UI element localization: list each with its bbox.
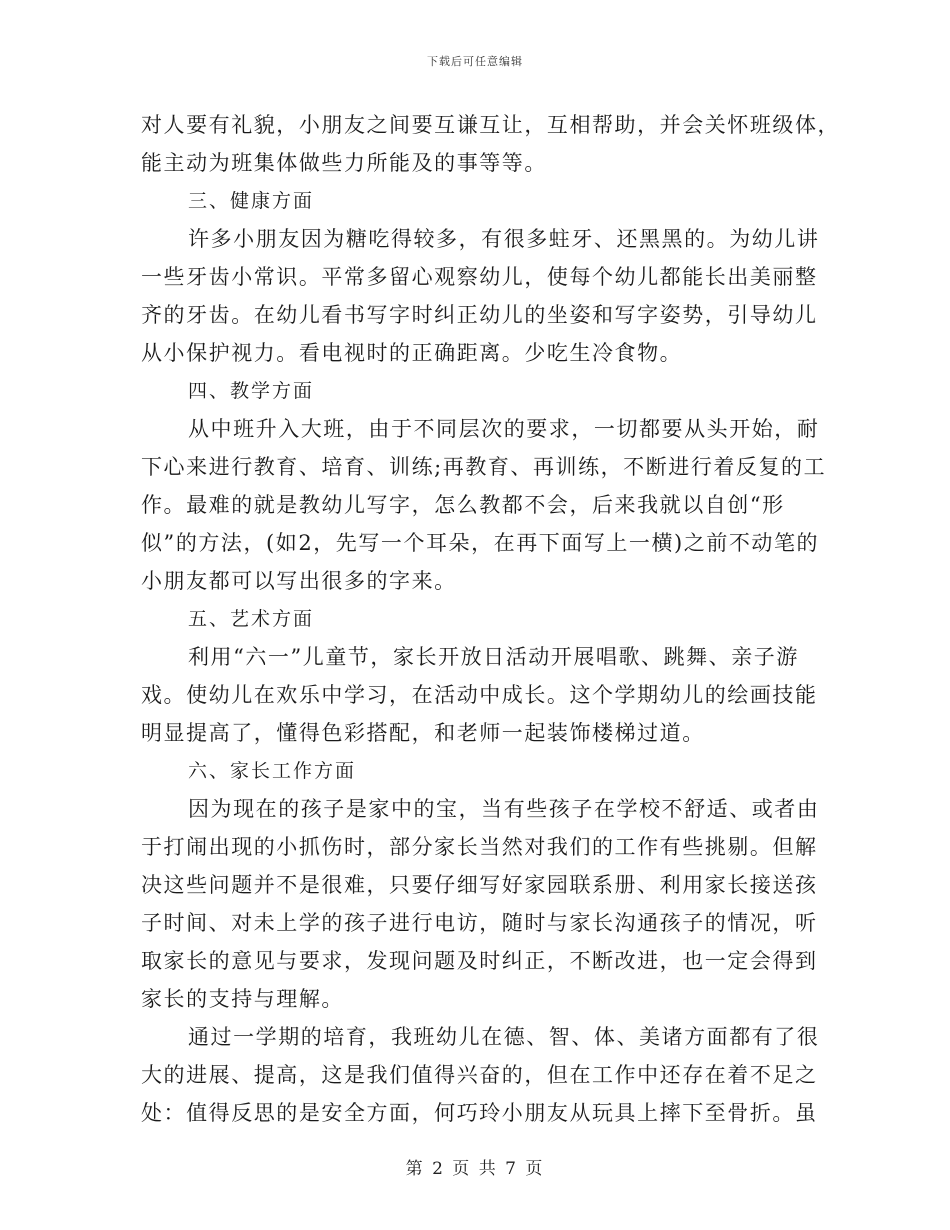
body-line: 作。最难的就是教幼儿写字，怎么教都不会，后来我就以自创“形 [141, 493, 785, 517]
page-header: 下载后可任意编辑 [427, 55, 523, 68]
body-line: 似”的方法，(如2，先写一个耳朵，在再下面写上一横)之前不动笔的 [141, 531, 820, 555]
body-line: 家长的支持与理解。 [141, 987, 344, 1011]
section-heading-health: 三、健康方面 [188, 190, 315, 212]
section-heading-art: 五、艺术方面 [188, 608, 315, 630]
body-line: 齐的牙齿。在幼儿看书写字时纠正幼儿的坐姿和写字姿势，引导幼儿 [141, 303, 818, 327]
document-body [141, 106, 841, 1132]
body-line: 处：值得反思的是安全方面，何巧玲小朋友从玩具上摔下至骨折。虽 [141, 1101, 818, 1125]
body-line: 戏。使幼儿在欢乐中学习，在活动中成长。这个学期幼儿的绘画技能 [141, 683, 818, 707]
paragraph-start: 通过一学期的培育，我班幼儿在德、智、体、美诸方面都有了很 [188, 1025, 820, 1049]
body-line: 能主动为班集体做些力所能及的事等等。 [141, 151, 547, 175]
body-line: 子时间、对未上学的孩子进行电访，随时与家长沟通孩子的情况，听 [141, 911, 818, 935]
body-line: 对人要有礼貌，小朋友之间要互谦互让，互相帮助，并会关怀班级体， [141, 113, 841, 137]
body-line: 一些牙齿小常识。平常多留心观察幼儿，使每个幼儿都能长出美丽整 [141, 265, 818, 289]
paragraph-start: 许多小朋友因为糖吃得较多，有很多蛀牙、还黑黑的。为幼儿讲 [188, 227, 820, 251]
paragraph-start: 从中班升入大班，由于不同层次的要求，一切都要从头开始，耐 [188, 417, 820, 441]
paragraph-start: 因为现在的孩子是家中的宝，当有些孩子在学校不舒适、或者由 [188, 797, 820, 821]
body-line: 小朋友都可以写出很多的字来。 [141, 569, 457, 593]
page-number: 第 2 页 共 7 页 [405, 1159, 545, 1179]
body-line: 大的进展、提高，这是我们值得兴奋的，但在工作中还存在着不足之 [141, 1063, 818, 1087]
section-heading-parents: 六、家长工作方面 [188, 760, 357, 782]
paragraph-start: 利用“六一”儿童节，家长开放日活动开展唱歌、跳舞、亲子游 [188, 645, 799, 669]
body-line: 从小保护视力。看电视时的正确距离。少吃生冷食物。 [141, 341, 683, 365]
section-heading-teaching: 四、教学方面 [188, 380, 315, 402]
body-line: 取家长的意见与要求，发现问题及时纠正，不断改进，也一定会得到 [141, 949, 818, 973]
body-line: 明显提高了，懂得色彩搭配，和老师一起装饰楼梯过道。 [141, 721, 705, 745]
body-line: 决这些问题并不是很难，只要仔细写好家园联系册、利用家长接送孩 [141, 873, 818, 897]
body-line: 下心来进行教育、培育、训练;再教育、再训练，不断进行着反复的工 [141, 455, 827, 479]
body-line: 于打闹出现的小抓伤时，部分家长当然对我们的工作有些挑剔。但解 [141, 835, 818, 859]
